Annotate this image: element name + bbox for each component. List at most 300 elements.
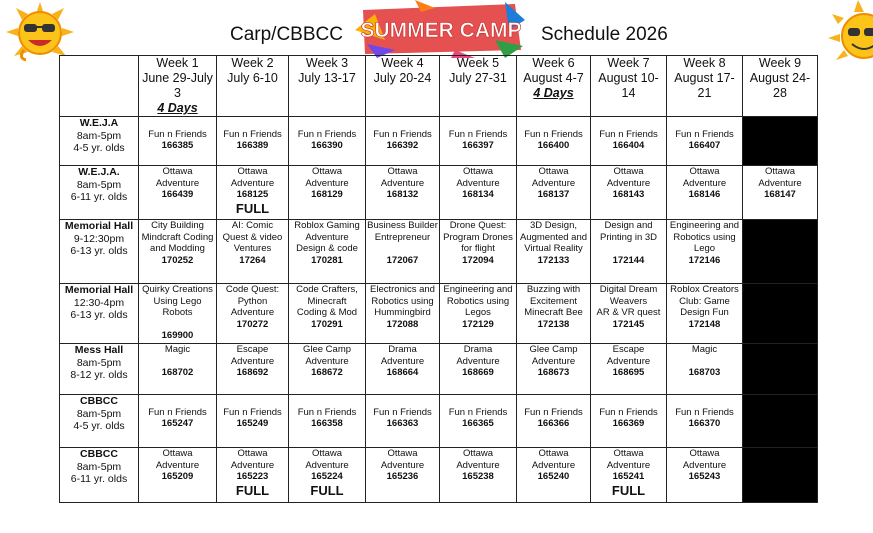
program-code: 166389 <box>236 140 269 151</box>
program-code: 168664 <box>386 367 419 378</box>
program-line <box>668 356 741 368</box>
program-line: Excitement <box>530 295 577 307</box>
program-line: Engineering and <box>669 220 740 231</box>
program-code: 166358 <box>311 418 343 429</box>
schedule-row <box>60 448 818 503</box>
program-code: 170252 <box>161 254 194 266</box>
full-badge: FULL <box>611 482 646 498</box>
program-line: Virtual Reality <box>524 243 583 254</box>
program-line: Adventure <box>758 177 802 189</box>
program-line: Ottawa <box>311 166 343 177</box>
program-code: 168672 <box>311 367 343 378</box>
program-line: Adventure <box>380 177 425 189</box>
location-name: W.E.J.A <box>79 117 119 129</box>
program-code: 166363 <box>386 418 419 429</box>
age-range: 8-12 yr. olds <box>70 369 128 381</box>
session-time: 8am-5pm <box>76 178 122 191</box>
program-cell <box>440 166 517 220</box>
program-line: Adventure <box>531 177 576 189</box>
program-code: 168129 <box>311 189 343 200</box>
week-header: Week 1 June 29-July 3 4 Days <box>139 56 217 117</box>
program-cell <box>366 117 440 166</box>
program-line: Drama <box>463 344 493 355</box>
program-line <box>592 243 665 255</box>
program-line: Club: Game <box>679 295 730 307</box>
session-time: 8am-5pm <box>76 129 122 142</box>
program-cell <box>366 344 440 395</box>
program-line: Ottawa <box>311 448 343 459</box>
location-name: W.E.J.A. <box>78 166 120 178</box>
program-line <box>592 117 665 129</box>
program-code: 168702 <box>161 367 194 378</box>
program-line: Ottawa <box>462 166 494 177</box>
program-line <box>140 117 215 129</box>
program-cell <box>366 284 440 344</box>
row-location-cell <box>60 344 139 395</box>
age-range: 4-5 yr. olds <box>73 142 125 154</box>
program-line: Adventure <box>230 459 275 471</box>
session-time: 9-12:30pm <box>73 232 125 245</box>
program-cell <box>289 448 366 503</box>
week-header: Week 5 July 27-31 <box>440 56 517 117</box>
program-line: Adventure <box>305 355 349 367</box>
unavailable-cell <box>743 395 818 448</box>
session-time: 8am-5pm <box>76 356 122 369</box>
program-cell <box>217 117 289 166</box>
age-range: 6-11 yr. olds <box>70 473 128 485</box>
program-cell <box>440 448 517 503</box>
program-line: Robotics using <box>371 295 434 307</box>
program-code: 166390 <box>311 140 343 151</box>
header-row <box>60 56 818 117</box>
program-code: 168147 <box>764 189 796 200</box>
location-title: Carp/CBBCC <box>230 24 343 45</box>
program-line: Ottawa <box>237 166 268 177</box>
program-code: 165224 <box>311 471 343 482</box>
program-line: Adventure <box>380 459 425 471</box>
age-range: 4-5 yr. olds <box>73 420 125 432</box>
program-line <box>140 319 215 331</box>
program-line: Minecraft <box>307 295 347 307</box>
program-cell <box>289 117 366 166</box>
program-cell <box>289 284 366 344</box>
program-line <box>367 117 438 129</box>
program-line <box>668 117 741 129</box>
program-cell <box>139 117 217 166</box>
session-time: 8am-5pm <box>76 460 122 473</box>
program-line: Program Drones <box>443 231 513 243</box>
program-line: Magic <box>164 344 191 355</box>
program-line: Fun n Friends <box>297 128 357 140</box>
program-line: Adventure <box>531 459 576 471</box>
row-location-cell <box>60 395 139 448</box>
row-location-cell <box>60 448 139 503</box>
session-time: 8am-5pm <box>76 407 122 420</box>
row-location-cell <box>60 220 139 284</box>
program-cell <box>517 220 591 284</box>
program-code: 170281 <box>311 254 343 266</box>
program-code: 170272 <box>236 318 269 330</box>
program-line: Code Crafters, <box>296 284 358 295</box>
program-code: 165243 <box>688 471 721 482</box>
program-code: 172146 <box>688 254 721 266</box>
program-line: Ottawa <box>689 448 720 459</box>
program-line <box>518 117 589 129</box>
program-line: Fun n Friends <box>448 128 508 140</box>
program-line: Fun n Friends <box>223 406 282 418</box>
program-line: Business Builder <box>367 220 438 231</box>
program-line: Adventure <box>230 177 275 189</box>
program-code: 165249 <box>236 418 269 429</box>
program-cell <box>440 117 517 166</box>
program-line: 3D Design, <box>530 220 577 231</box>
program-line: Fun n Friends <box>373 406 432 418</box>
program-line: Mindcraft Coding <box>141 231 214 243</box>
program-code: 172129 <box>462 318 494 330</box>
age-range: 6-11 yr. olds <box>70 191 128 203</box>
full-badge: FULL <box>235 200 270 216</box>
program-line: Entrepreneur <box>374 231 431 243</box>
program-line: Ventures <box>233 243 272 254</box>
program-code: 165238 <box>462 471 494 482</box>
program-code: 168134 <box>462 189 494 200</box>
program-line: Glee Camp <box>302 344 352 355</box>
program-line: Fun n Friends <box>223 128 282 140</box>
program-line: Legos <box>465 307 491 318</box>
week-header: Week 2 July 6-10 <box>217 56 289 117</box>
program-line: Fun n Friends <box>448 406 508 418</box>
program-code: 166407 <box>688 140 721 151</box>
row-location-cell <box>60 117 139 166</box>
program-cell <box>217 448 289 503</box>
program-cell <box>217 166 289 220</box>
program-code: 172144 <box>612 254 645 266</box>
program-line: Drama <box>388 344 417 355</box>
full-badge: FULL <box>310 482 344 498</box>
program-code: 168143 <box>612 189 645 200</box>
program-cell <box>217 284 289 344</box>
program-line: AR & VR quest <box>596 307 661 318</box>
program-code: 166365 <box>462 418 494 429</box>
program-cell <box>591 166 667 220</box>
program-cell <box>366 448 440 503</box>
program-code: 166397 <box>462 140 494 151</box>
program-cell <box>667 395 743 448</box>
program-code: 165223 <box>236 471 269 482</box>
program-line: Fun n Friends <box>524 406 583 418</box>
program-line: for flight <box>461 243 495 254</box>
program-cell <box>289 166 366 220</box>
program-code: 166404 <box>612 140 645 151</box>
program-cell <box>289 344 366 395</box>
program-cell <box>517 284 591 344</box>
program-line: Ottawa <box>162 166 193 177</box>
program-line: Adventure <box>305 177 349 189</box>
program-cell <box>139 284 217 344</box>
program-cell <box>517 448 591 503</box>
program-line <box>290 117 364 129</box>
row-location-cell <box>60 166 139 220</box>
schedule-title: Schedule 2026 <box>541 24 668 45</box>
week-header: Week 8 August 17-21 <box>667 56 743 117</box>
program-code: 166392 <box>386 140 419 151</box>
program-cell <box>217 344 289 395</box>
program-code: 172067 <box>386 254 419 266</box>
program-cell <box>440 284 517 344</box>
program-line <box>518 395 589 407</box>
unavailable-cell <box>743 284 818 344</box>
program-code: 165247 <box>161 418 194 429</box>
program-line <box>592 395 665 407</box>
program-line <box>140 356 215 368</box>
program-code: 166370 <box>688 418 721 429</box>
program-line: Buzzing with <box>526 284 581 295</box>
unavailable-cell <box>743 220 818 284</box>
program-code: 172133 <box>537 254 570 266</box>
program-line: Weavers <box>609 295 648 307</box>
program-line: Roblox Creators <box>670 284 739 295</box>
program-cell <box>366 395 440 448</box>
schedule-row <box>60 344 818 395</box>
sun-mascot-right-icon <box>828 0 873 64</box>
program-line: Adventure <box>155 177 200 189</box>
program-code: 169900 <box>161 330 194 341</box>
program-cell <box>667 166 743 220</box>
week-header: Week 7 August 10-14 <box>591 56 667 117</box>
schedule-row <box>60 117 818 166</box>
program-code: 168669 <box>462 367 494 378</box>
program-line <box>441 395 515 407</box>
program-line: and Modding <box>150 243 205 254</box>
program-line: Ottawa <box>387 166 418 177</box>
program-line <box>668 395 741 407</box>
program-line: Ottawa <box>162 448 193 459</box>
program-line: Printing in 3D <box>599 231 658 243</box>
program-line: Fun n Friends <box>599 128 658 140</box>
program-line: Adventure <box>606 355 651 367</box>
program-line <box>367 243 438 255</box>
program-cell <box>440 395 517 448</box>
program-line: Roblox Gaming <box>294 220 360 231</box>
program-line: Code Quest: <box>225 284 280 295</box>
program-code: 168137 <box>537 189 570 200</box>
program-line <box>218 395 287 407</box>
program-cell <box>667 448 743 503</box>
program-line: Augmented and <box>519 231 588 243</box>
program-line <box>441 117 515 129</box>
program-code: 168132 <box>386 189 419 200</box>
program-line: Escape <box>236 344 269 355</box>
program-line: Fun n Friends <box>148 128 207 140</box>
unavailable-cell <box>743 448 818 503</box>
location-name: Memorial Hall <box>64 284 134 296</box>
program-line: Magic <box>691 344 718 355</box>
program-code: 166439 <box>161 189 194 200</box>
program-code: 168146 <box>688 189 721 200</box>
program-line: Ottawa <box>764 166 796 177</box>
program-line: Ottawa <box>613 166 644 177</box>
program-code: 168695 <box>612 367 645 378</box>
schedule-row <box>60 284 818 344</box>
program-line: Adventure <box>682 177 727 189</box>
program-code: 166385 <box>161 140 194 151</box>
program-line: Ottawa <box>689 166 720 177</box>
program-line <box>218 117 287 129</box>
program-cell <box>591 344 667 395</box>
program-line: Fun n Friends <box>148 406 207 418</box>
full-badge: FULL <box>235 482 270 498</box>
program-line: Using Lego Robots <box>153 295 202 318</box>
program-line: Adventure <box>230 355 275 367</box>
week-header: Week 6 August 4-7 4 Days <box>517 56 591 117</box>
program-line: Hummingbird <box>374 307 431 318</box>
program-code: 172094 <box>462 254 494 266</box>
program-line: Fun n Friends <box>675 406 734 418</box>
program-code: 170291 <box>311 318 343 330</box>
schedule-row <box>60 395 818 448</box>
program-code: 168692 <box>236 367 269 378</box>
program-line: Fun n Friends <box>675 128 734 140</box>
program-code: 168125 <box>236 189 269 200</box>
program-line: Ottawa <box>462 448 494 459</box>
program-line: Adventure <box>305 231 349 243</box>
program-line: Fun n Friends <box>524 128 583 140</box>
summer-camp-logo <box>355 0 525 58</box>
program-cell <box>139 395 217 448</box>
program-cell <box>366 166 440 220</box>
program-code: 172088 <box>386 318 419 330</box>
program-line: Ottawa <box>538 448 569 459</box>
program-line: Adventure <box>456 459 500 471</box>
program-line: Adventure <box>606 459 651 471</box>
program-line: Minecraft Bee <box>524 307 583 318</box>
schedule-row <box>60 220 818 284</box>
program-line: Engineering and <box>443 284 513 295</box>
program-line: Fun n Friends <box>599 406 658 418</box>
program-cell <box>517 344 591 395</box>
unavailable-cell <box>743 344 818 395</box>
program-code: 166369 <box>612 418 645 429</box>
program-cell <box>667 284 743 344</box>
program-code: 165236 <box>386 471 419 482</box>
program-line: Adventure <box>682 459 727 471</box>
age-range: 6-13 yr. olds <box>70 245 128 257</box>
program-cell <box>591 117 667 166</box>
program-cell <box>667 344 743 395</box>
program-cell <box>366 220 440 284</box>
program-line: Adventure <box>305 459 349 471</box>
program-line: Adventure <box>380 355 425 367</box>
schedule-table <box>59 55 818 503</box>
program-cell <box>139 220 217 284</box>
program-code: 165240 <box>537 471 570 482</box>
program-line: Adventure <box>531 355 576 367</box>
program-cell <box>217 220 289 284</box>
program-cell <box>591 284 667 344</box>
logo-text: SUMMER CAMP <box>360 19 522 42</box>
program-cell <box>517 166 591 220</box>
schedule-row <box>60 166 818 220</box>
program-cell <box>217 395 289 448</box>
program-line: Quest & video <box>222 231 283 243</box>
program-cell <box>440 220 517 284</box>
program-cell <box>289 395 366 448</box>
program-line: Quirky Creations <box>142 284 213 295</box>
program-line <box>367 395 438 407</box>
program-line: Design & code <box>296 243 358 254</box>
program-code: 172138 <box>537 318 570 330</box>
program-line <box>140 395 215 407</box>
program-line: Ottawa <box>538 166 569 177</box>
program-line: Adventure <box>456 177 500 189</box>
program-line: Robotics using <box>446 295 510 307</box>
program-line: Design Fun <box>680 307 729 318</box>
program-code: 172145 <box>612 318 645 330</box>
program-cell <box>743 166 818 220</box>
program-code: 165241 <box>612 471 645 482</box>
program-code: 172148 <box>688 318 721 330</box>
location-name: CBBCC <box>80 448 118 460</box>
program-line: Ottawa <box>387 448 418 459</box>
program-line: Adventure <box>155 459 200 471</box>
row-location-cell <box>60 284 139 344</box>
program-code: 165209 <box>161 471 194 482</box>
program-line: Glee Camp <box>529 344 578 355</box>
program-line: Python <box>237 295 268 307</box>
program-line: Design and <box>604 220 653 231</box>
program-line: Electronics and <box>370 284 435 295</box>
program-cell <box>517 395 591 448</box>
program-code: 166400 <box>537 140 570 151</box>
corner-cell <box>60 56 139 117</box>
program-cell <box>591 220 667 284</box>
program-line: Ottawa <box>237 448 268 459</box>
program-line: Adventure <box>230 307 275 318</box>
program-cell <box>139 344 217 395</box>
program-line: Ottawa <box>613 448 644 459</box>
program-code: 166366 <box>537 418 570 429</box>
week-header: Week 4 July 20-24 <box>366 56 440 117</box>
program-cell <box>591 395 667 448</box>
program-line: Adventure <box>456 355 500 367</box>
location-name: CBBCC <box>80 395 118 407</box>
session-time: 12:30-4pm <box>73 296 125 309</box>
program-line: Escape <box>612 344 645 355</box>
age-range: 6-13 yr. olds <box>70 309 128 321</box>
week-header: Week 9 August 24-28 <box>743 56 818 117</box>
program-code: 168673 <box>537 367 570 378</box>
program-line: Lego <box>693 243 716 254</box>
program-code: 17264 <box>239 254 266 266</box>
program-line: Digital Dream <box>599 284 658 295</box>
program-cell <box>667 117 743 166</box>
week-header: Week 3 July 13-17 <box>289 56 366 117</box>
program-line: Robotics using <box>673 231 736 243</box>
program-line: Coding & Mod <box>296 307 358 318</box>
unavailable-cell <box>743 117 818 166</box>
program-line: City Building <box>151 220 204 231</box>
program-line <box>290 395 364 407</box>
program-cell <box>440 344 517 395</box>
location-name: Memorial Hall <box>64 220 134 232</box>
program-line: Fun n Friends <box>297 406 357 418</box>
program-cell <box>139 448 217 503</box>
program-cell <box>591 448 667 503</box>
program-code: 168703 <box>688 367 721 378</box>
program-cell <box>289 220 366 284</box>
program-line: AI: Comic <box>231 220 274 231</box>
location-name: Mess Hall <box>74 344 124 356</box>
